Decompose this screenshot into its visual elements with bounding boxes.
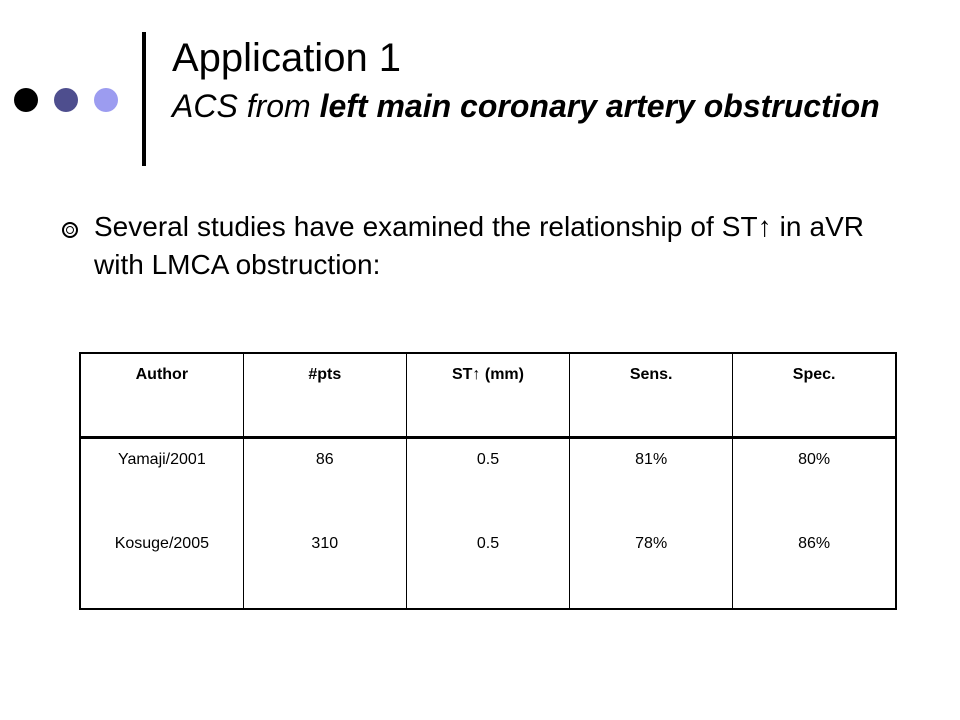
cell-sensitivity: 81% [570,437,733,523]
cell-st-elevation: 0.5 [406,437,569,523]
dot-black-icon [14,88,38,112]
title-divider [142,32,146,166]
table-row [80,437,896,523]
subtitle-emphasis: left main coronary artery obstruction [319,88,880,124]
cell-author: Kosuge/2005 [80,523,243,609]
bullet-point [62,208,882,284]
cell-st-elevation: 0.5 [406,523,569,609]
table-row [80,523,896,609]
cell-sensitivity: 78% [570,523,733,609]
cell-specificity: 80% [733,437,896,523]
subtitle-prefix: ACS from [172,88,320,124]
cell-pts: 310 [243,523,406,609]
slide-subtitle [172,84,932,128]
table-header-row [80,353,896,437]
slide-title: Application 1 [172,36,402,80]
slide-title-block [172,32,932,128]
studies-table [79,352,897,610]
header-sensitivity: Sens. [570,353,733,437]
bullet-text: Several studies have examined the relationship of ST↑ in aVR with LMCA obstruction: [94,211,864,280]
decorative-dots [14,82,124,118]
cell-pts: 86 [243,437,406,523]
header-specificity: Spec. [733,353,896,437]
header-author: Author [80,353,243,437]
cell-specificity: 86% [733,523,896,609]
header-st-elevation: ST↑ (mm) [406,353,569,437]
dot-navy-icon [54,88,78,112]
header-pts: #pts [243,353,406,437]
dot-lavender-icon [94,88,118,112]
bullet-ring-icon [62,222,78,238]
cell-author: Yamaji/2001 [80,437,243,523]
